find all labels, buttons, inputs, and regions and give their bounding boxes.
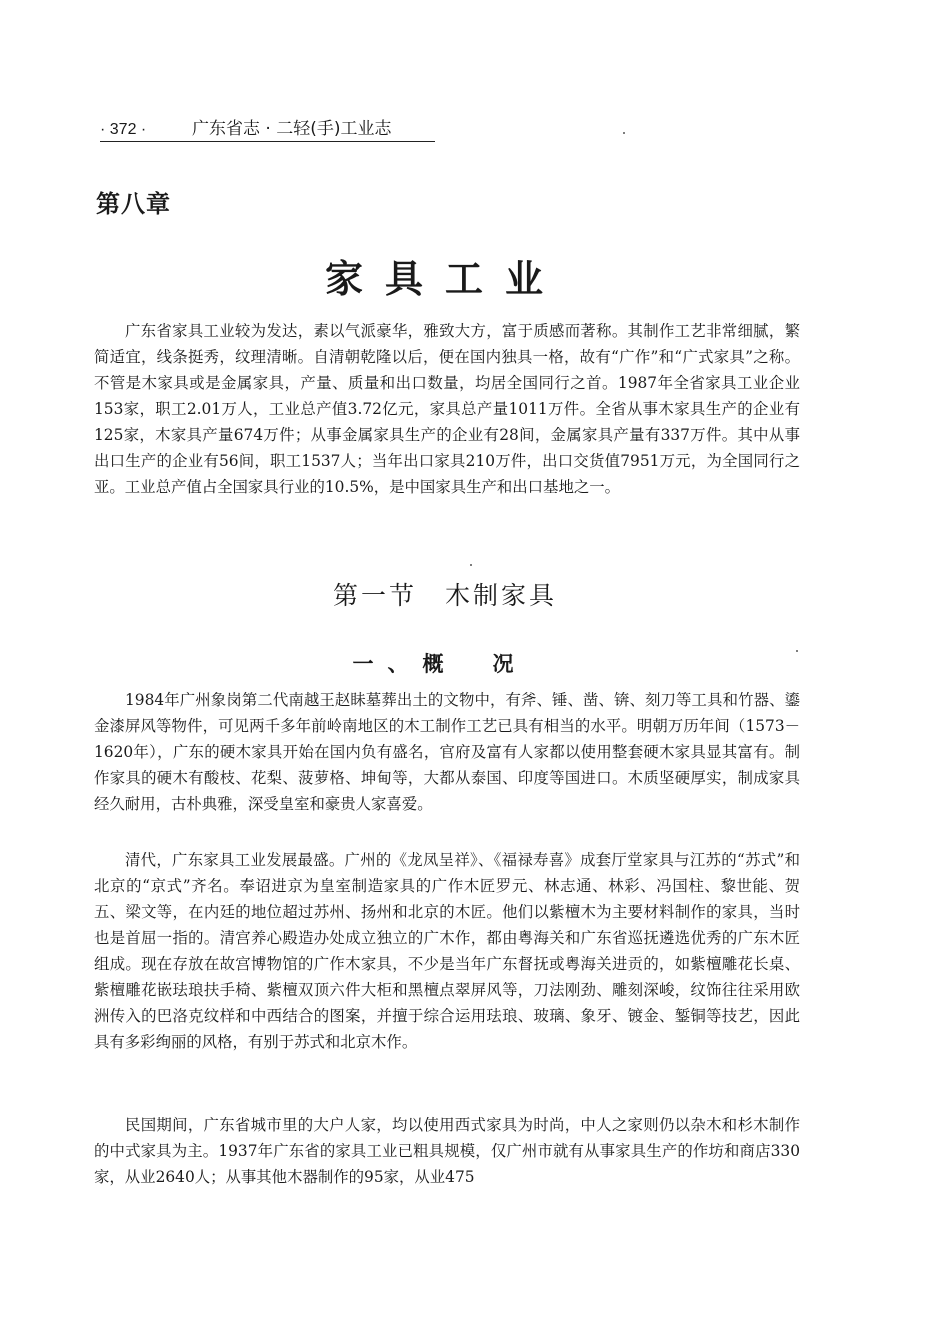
chapter-title: 家具工业: [324, 257, 565, 301]
scan-speck: [470, 564, 472, 566]
body-paragraph: 清代，广东家具工业发展最盛。广州的《龙凤呈祥》、《福禄寿喜》成套厅堂家具与江苏的“苏式”和北京的“京式”齐名。奉诏进京为皇室制造家具的广作木匠罗元、林志通、林彩、冯国柱、黎世能、贺五、梁文等，在内廷的地位超过苏州、扬州和北京的木匠。他们以紫檀木为主要材料制作的家具，当时也是首屈一指的。清宫养心殿造办处成立独立的广木作，都由粤海关和广东省巡抚遴选优秀的广东木匠组成。现在存放在故宫博物馆的广作木家具，不少是当年广东督抚或粤海关进贡的，如紫檀雕花长桌、紫檀雕花嵌珐琅扶手椅、紫檀双顶六件大柜和黑檀点翠屏风等，刀法刚劲、雕刻深峻，纹饰往往采用欧洲传入的巴洛克纹样和中西结合的图案，并擅于综合运用珐琅、玻璃、象牙、镀金、錾铜等技艺，因此具有多彩绚丽的风格，有别于苏式和北京木作。: [94, 851, 800, 1051]
body-paragraph: 民国期间，广东省城市里的大户人家，均以使用西式家具为时尚，中人之家则仍以杂木和杉木制作的中式家具为主。1937年广东省的家具工业已粗具规模，仅广州市就有从事家具生产的作坊和商店330家，从业2640人；从事其他木器制作的95家，从业475: [94, 1116, 800, 1186]
chapter-label: 第八章: [96, 190, 171, 218]
scan-speck: [623, 132, 625, 134]
body-paragraph: 1984年广州象岗第二代南越王赵眛墓葬出土的文物中，有斧、锤、凿、锛、刻刀等工具和竹器、鎏金漆屏风等物件，可见两千多年前岭南地区的木工制作工艺已具有相当的水平。明朝万历年间（1573－1620年），广东的硬木家具开始在国内负有盛名，官府及富有人家都以使用整套硬木家具显其富有。制作家具的硬木有酸枝、花梨、菠萝格、坤甸等，大都从泰国、印度等国进口。木质坚硬厚实，制成家具经久耐用，古朴典雅，深受皇室和豪贵人家喜爱。: [94, 691, 800, 813]
subsection-title: 一、概 况: [352, 652, 528, 676]
section-title: 第一节 木制家具: [332, 581, 557, 610]
running-header: [100, 118, 440, 141]
book-title: 广东省志 · 二轻(手)工业志: [192, 119, 392, 139]
intro-paragraph: 广东省家具工业较为发达，素以气派豪华，雅致大方，富于质感而著称。其制作工艺非常细腻，繁简适宜，线条挺秀，纹理清晰。自清朝乾隆以后，便在国内独具一格，故有“广作”和“广式家具”之称。不管是木家具或是金属家具，产量、质量和出口数量，均居全国同行之首。1987年全省家具工业企业153家，职工2.01万人，工业总产值3.72亿元，家具总产量1011万件。全省从事木家具生产的企业有125家，木家具产量674万件；从事金属家具生产的企业有28间，金属家具产量有337万件。其中从事出口生产的企业有56间，职工1537人；当年出口家具210万件，出口交货值7951万元，为全国同行之亚。工业总产值占全国家具行业的10.5%，是中国家具生产和出口基地之一。: [94, 322, 800, 496]
scan-speck: [796, 650, 798, 652]
header-rule: [100, 141, 435, 142]
page-number: · 372 ·: [100, 121, 147, 138]
